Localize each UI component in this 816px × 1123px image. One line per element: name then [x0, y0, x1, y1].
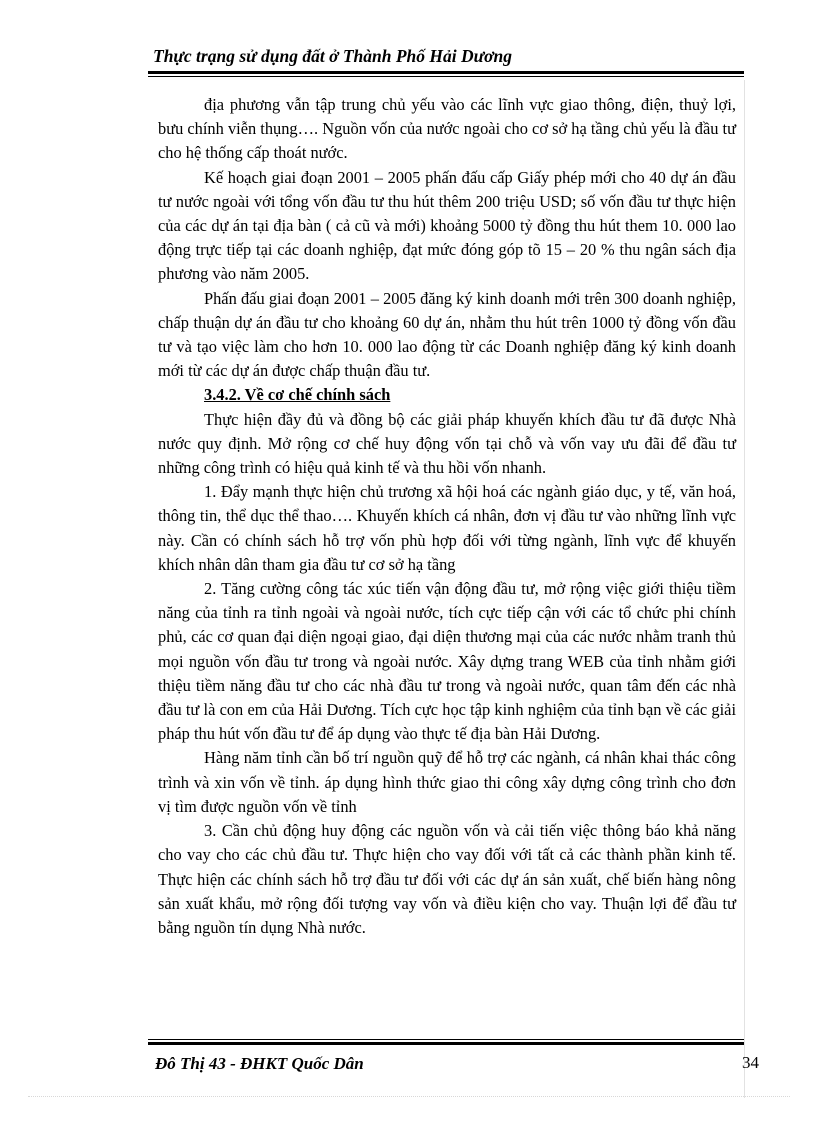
header-rule-thick [148, 71, 744, 74]
page-number: 34 [742, 1053, 759, 1072]
footer-rule-thick [148, 1042, 744, 1045]
running-header-title: Thực trạng sử dụng đất ở Thành Phố Hải Dương [153, 46, 512, 66]
paragraph: Hàng năm tỉnh cần bố trí nguồn quỹ để hỗ trợ các ngành, cá nhân khai thác công trình và xin vốn về tỉnh. áp dụng hình thức giao thi công xây dựng công trình cho đơn vị tìm được nguồn vốn về tỉnh [158, 748, 736, 816]
header-rule-thin [148, 76, 744, 77]
section-heading [158, 383, 736, 407]
paragraph: Phấn đấu giai đoạn 2001 – 2005 đăng ký kinh doanh mới trên 300 doanh nghiệp, chấp thuận dự án đầu tư cho khoảng 60 dự án, nhằm thu hút trên 1000 tỷ đồng vốn đầu tư và tạo việc làm cho hơn 10. 000 lao động từ các Doanh nghiệp đăng ký kinh doanh mới từ các dự án được chấp thuận đầu tư. [158, 288, 736, 381]
footer-caption: Đô Thị 43 - ĐHKT Quốc Dân [155, 1054, 364, 1073]
right-margin-guide [744, 80, 745, 1098]
page-bottom-dotted-line [28, 1096, 790, 1097]
paragraph: Thực hiện đầy đủ và đồng bộ các giải pháp khuyến khích đầu tư đã được Nhà nước quy định. Mở rộng cơ chế huy động vốn tại chỗ và vốn vay ưu đãi để đầu tư những công trình có hiệu quả kinh tế và thu hồi vốn nhanh. [158, 409, 736, 478]
paragraph: địa phương vẫn tập trung chủ yếu vào các lĩnh vực giao thông, điện, thuỷ lợi, bưu chính viễn thụng…. Nguồn vốn của nước ngoài cho cơ sở hạ tầng chủ yếu là đầu tư cho hệ thống cấp thoát nước. [158, 95, 736, 163]
paragraph: 2. Tăng cường công tác xúc tiến vận động đầu tư, mở rộng việc giới thiệu tiềm năng của tỉnh ra tỉnh ngoài và ngoài nước, tích cực tiếp cận với các tổ chức phi chính phủ, các cơ quan đại diện ngoại giao, đại diện thương mại của các nước nhằm tranh thủ mọi nguồn vốn đầu tư trong và ngoài nước. Xây dựng trang WEB của tỉnh nhằm giới thiệu tiềm năng đầu tư cho các nhà đầu tư trong và ngoài nước, quan tâm đến các nhà đầu tư là con em của Hải Dương. Tích cực học tập kinh nghiệm của tỉnh bạn về các giải pháp thu hút vốn đầu tư để áp dụng vào thực tế địa bàn Hải Dương. [158, 579, 736, 744]
paragraph: 1. Đẩy mạnh thực hiện chủ trương xã hội hoá các ngành giáo dục, y tế, văn hoá, thông tin, thể dục thể thao…. Khuyến khích cá nhân, đơn vị đầu tư vào những lĩnh vực này. Cần có chính sách hỗ trợ vốn phù hợp đối với từng ngành, lĩnh vực để khuyến khích nhân dân tham gia đầu tư cơ sở hạ tầng [158, 482, 736, 574]
footer-rule-thin [148, 1039, 744, 1040]
section-heading-text: 3.4.2. Về cơ chế chính sách [204, 385, 391, 405]
paragraph: Kế hoạch giai đoạn 2001 – 2005 phấn đấu cấp Giấy phép mới cho 40 dự án đầu tư nước ngoài với tổng vốn đầu tư thu hút thêm 200 triệu USD; số vốn đầu tư thực hiện của các dự án tại địa bàn ( cả cũ và mới) khoảng 5000 tỷ đồng thu hút them 10. 000 lao động trực tiếp tại các doanh nghiệp, đạt mức đóng góp tõ 15 – 20 % thu ngân sách địa phương vào năm 2005. [158, 167, 736, 284]
paragraph: 3. Cần chủ động huy động các nguồn vốn và cải tiến việc thông báo khả năng cho vay cho các chủ đầu tư. Thực hiện cho vay đối với tất cả các thành phần kinh tế. Thực hiện các chính sách hỗ trợ đầu tư đối với các dự án sản xuất, chế biến hàng nông sản xuất khẩu, mở rộng đối tượng vay vốn và điều kiện cho vay. Thuận lợi để đầu tư bằng nguồn tín dụng Nhà nước. [158, 821, 736, 937]
body-text [158, 93, 736, 940]
